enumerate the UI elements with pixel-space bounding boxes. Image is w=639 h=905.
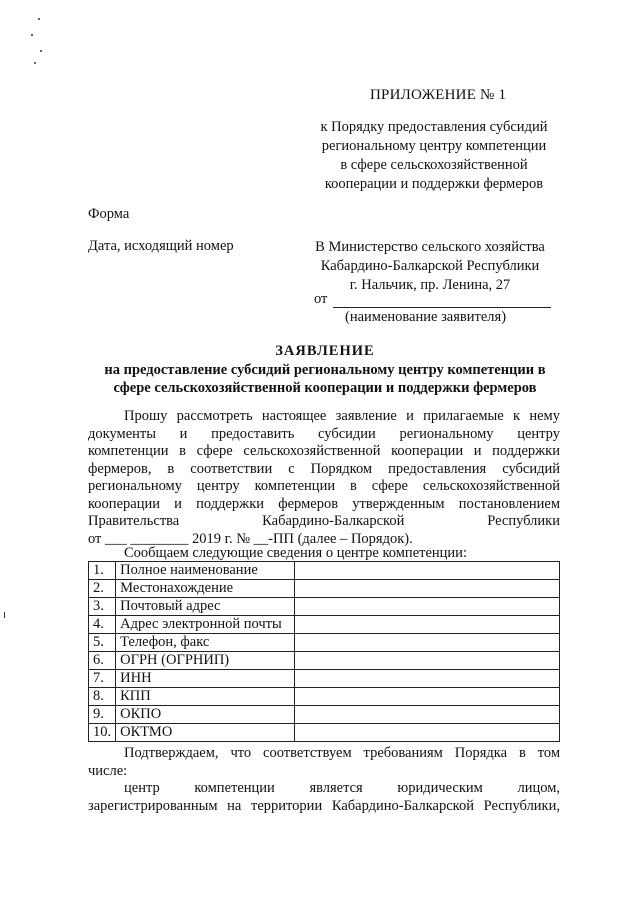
row-value-cell[interactable] [295,616,560,634]
paragraph-line: кооперации и поддержки фермеров утвержденным постановлением [88,495,560,512]
paragraph-line: Прошу рассмотреть настоящее заявление и прилагаемые к нему [124,408,560,424]
table-row [89,670,560,688]
date-label: Дата, исходящий номер [88,238,234,254]
document-subtitle [80,361,570,397]
row-number: 7. [89,670,116,688]
appendix-subtitle [300,118,568,194]
paragraph-line: региональному центру компетенции в сфере сельскохозяйственной [88,478,560,494]
addressee-line: Кабардино-Балкарской Республики [320,258,540,274]
appendix-subtitle-line: региональному центру компетенции [321,138,547,154]
table-row [89,724,560,742]
row-value-cell[interactable] [295,562,560,580]
document-subtitle-line: сфере сельскохозяйственной кооперации и поддержки фермеров [113,380,537,396]
row-number: 8. [89,688,116,706]
row-value-cell[interactable] [295,724,560,742]
table-row [89,634,560,652]
paragraph-line: документы и предоставить субсидии региональному центру [88,425,560,442]
addressee-line: В Министерство сельского хозяйства [315,239,545,255]
confirm-paragraph [88,745,560,815]
addressee-line: г. Нальчик, пр. Ленина, 27 [349,277,511,293]
appendix-subtitle-line: в сфере сельскохозяйственной [340,157,528,173]
scan-artifact [38,18,40,20]
applicant-name-field[interactable] [333,293,551,308]
row-number: 10. [89,724,116,742]
row-value-cell[interactable] [295,652,560,670]
paragraph-line: Подтверждаем, что соответствуем требованиям Порядка в том [124,745,560,761]
paragraph-line: фермеров, в соответствии с Порядком предоставления субсидий [88,460,560,477]
table-row [89,598,560,616]
row-label: Почтовый адрес [116,598,295,616]
row-number: 1. [89,562,116,580]
table-row [89,616,560,634]
from-label: от [314,291,328,307]
row-value-cell[interactable] [295,688,560,706]
paragraph-line: компетенции в сфере сельскохозяйственной кооперации и поддержки [88,443,560,459]
row-label: ОКТМО [116,724,295,742]
row-label: Местонахождение [116,580,295,598]
paragraph-line: от ___ ________ 2019 г. № __-ПП (далее – Порядок). [88,530,413,547]
row-number: 4. [89,616,116,634]
scan-artifact [34,62,36,64]
table-row [89,706,560,724]
row-number: 9. [89,706,116,724]
intro-paragraph [88,408,560,548]
row-number: 5. [89,634,116,652]
appendix-subtitle-line: кооперации и поддержки фермеров [324,176,544,192]
table-row [89,562,560,580]
row-label: Телефон, факс [116,634,295,652]
row-label: ИНН [116,670,295,688]
row-value-cell[interactable] [295,580,560,598]
paragraph-line: центр компетенции является юридическим лицом, [124,780,560,796]
row-number: 2. [89,580,116,598]
table-row [89,580,560,598]
row-number: 6. [89,652,116,670]
row-value-cell[interactable] [295,598,560,616]
row-value-cell[interactable] [295,670,560,688]
document-subtitle-line: на предоставление субсидий региональному центру компетенции в [104,362,546,378]
applicant-from-row [314,291,551,308]
paragraph-line: Правительства Кабардино-Балкарской Республики [88,513,560,529]
applicant-caption: (наименование заявителя) [345,309,507,325]
appendix-title: ПРИЛОЖЕНИЕ № 1 [370,87,507,103]
competence-center-info-table [88,561,560,742]
row-label: КПП [116,688,295,706]
row-label: ОГРН (ОГРНИП) [116,652,295,670]
paragraph-line: зарегистрированным на территории Кабардино-Балкарской Республики, [88,797,560,814]
row-value-cell[interactable] [295,634,560,652]
paragraph-line: числе: [88,762,128,779]
form-label: Форма [88,206,130,222]
info-intro: Сообщаем следующие сведения о центре компетенции: [124,545,467,561]
scan-artifact [4,612,5,618]
row-label: Адрес электронной почты [116,616,295,634]
row-number: 3. [89,598,116,616]
addressee-block [305,238,555,295]
row-value-cell[interactable] [295,706,560,724]
scan-artifact [40,50,42,52]
table-row [89,652,560,670]
row-label: ОКПО [116,706,295,724]
table-row [89,688,560,706]
appendix-subtitle-line: к Порядку предоставления субсидий [320,119,548,135]
scan-artifact [31,34,33,36]
document-title: ЗАЯВЛЕНИЕ [275,343,375,359]
row-label: Полное наименование [116,562,295,580]
